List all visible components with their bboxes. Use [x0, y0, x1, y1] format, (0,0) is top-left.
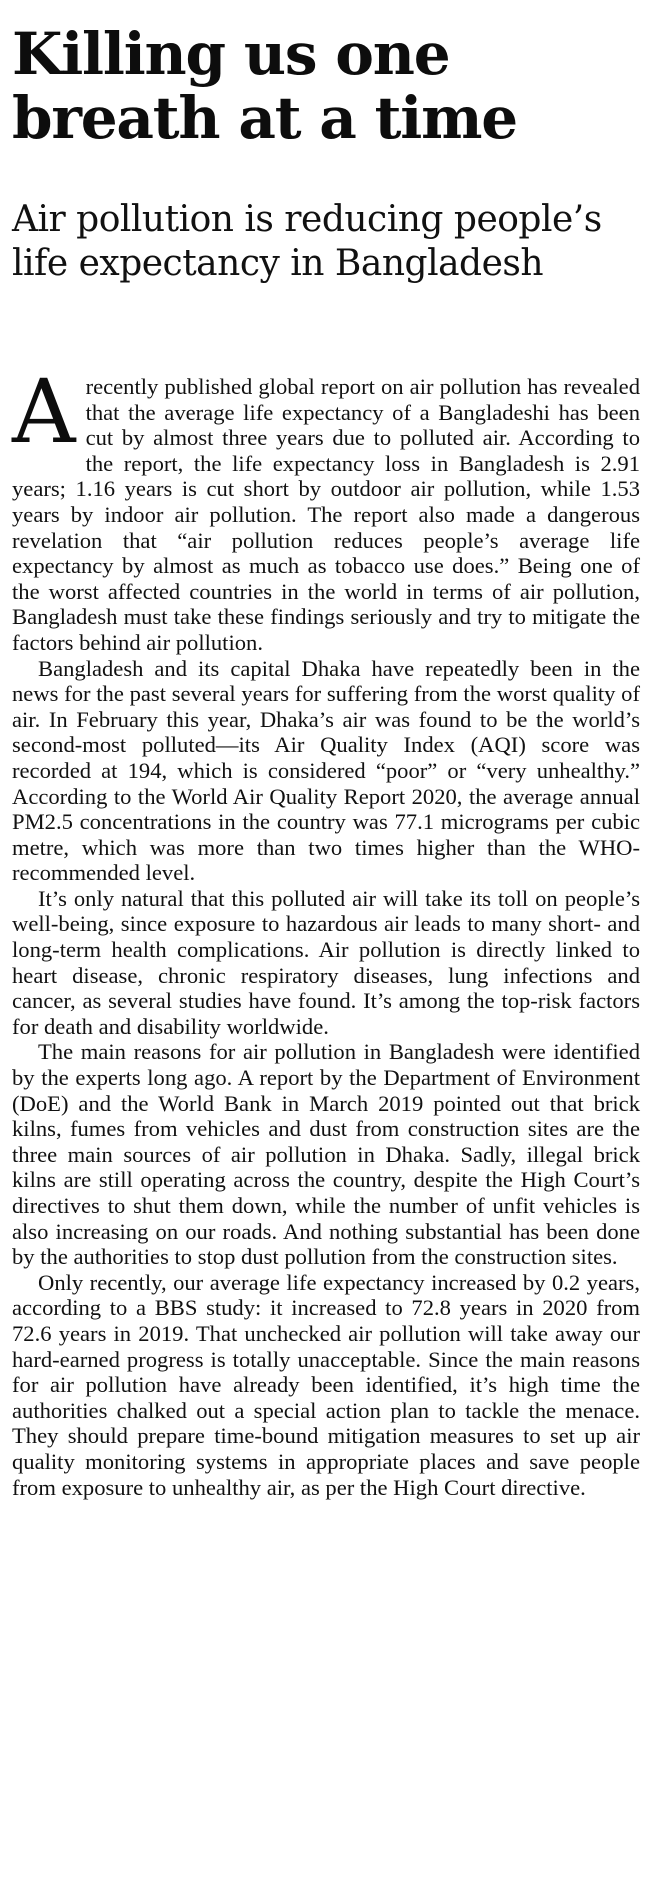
headline: Killing us one breath at a time	[12, 20, 517, 152]
drop-cap: A	[12, 360, 76, 463]
paragraph-3: It’s only natural that this polluted air will take its toll on people’s well-being, since exposure to hazardous air leads to many short- and long-term health complications. Air pollution is directly linked to heart disease, chronic respiratory diseases, lung infections and cancer, as several studies have found. It’s among the top-risk factors for death and disability worldwide.	[12, 885, 640, 1039]
paragraph-1	[12, 360, 640, 656]
paragraph-4: The main reasons for air pollution in Bangladesh were identified by the experts long ago. A report by the Department of Environment (DoE) and the World Bank in March 2019 pointed out that brick kilns, fumes from vehicles and dust from construction sites are the three main sources of air pollution in Dhaka. Sadly, illegal brick kilns are still operating across the country, despite the High Court’s directives to shut them down, while the number of unfit vehicles is also increasing on our roads. And nothing substantial has been done by the authorities to stop dust pollution from the construction sites.	[12, 1039, 640, 1270]
article-body	[12, 360, 640, 1500]
subheadline: Air pollution is reducing people’s life expectancy in Bangladesh	[12, 199, 602, 284]
paragraph-1-text: recently published global report on air pollution has revealed that the average life expectancy of a Bangladeshi has been cut by almost three years due to polluted air. According to the report, the life expectancy loss in Bangladesh is 2.91 years; 1.16 years is cut short by outdoor air pollution, while 1.53 years by indoor air pollution. The report also made a dangerous revelation that “air pollution reduces people’s average life expectancy by almost as much as tobacco use does.” Being one of the worst affected countries in the world in terms of air pollution, Bangladesh must take these findings seriously and try to mitigate the factors behind air pollution.	[12, 374, 640, 655]
paragraph-5: Only recently, our average life expectancy increased by 0.2 years, according to a BBS study: it increased to 72.8 years in 2020 from 72.6 years in 2019. That unchecked air pollution will take away our hard-earned progress is totally unacceptable. Since the main reasons for air pollution have already been identified, it’s high time the authorities chalked out a special action plan to tackle the menace. They should prepare time-bound mitigation measures to set up air quality monitoring systems in appropriate places and save people from exposure to unhealthy air, as per the High Court directive.	[12, 1269, 640, 1500]
paragraph-2: Bangladesh and its capital Dhaka have repeatedly been in the news for the past several years for suffering from the worst quality of air. In February this year, Dhaka’s air was found to be the world’s second-most polluted—its Air Quality Index (AQI) score was recorded at 194, which is considered “poor” or “very unhealthy.” According to the World Air Quality Report 2020, the average annual PM2.5 concentrations in the country was 77.1 micrograms per cubic metre, which was more than two times higher than the WHO-recommended level.	[12, 655, 640, 886]
